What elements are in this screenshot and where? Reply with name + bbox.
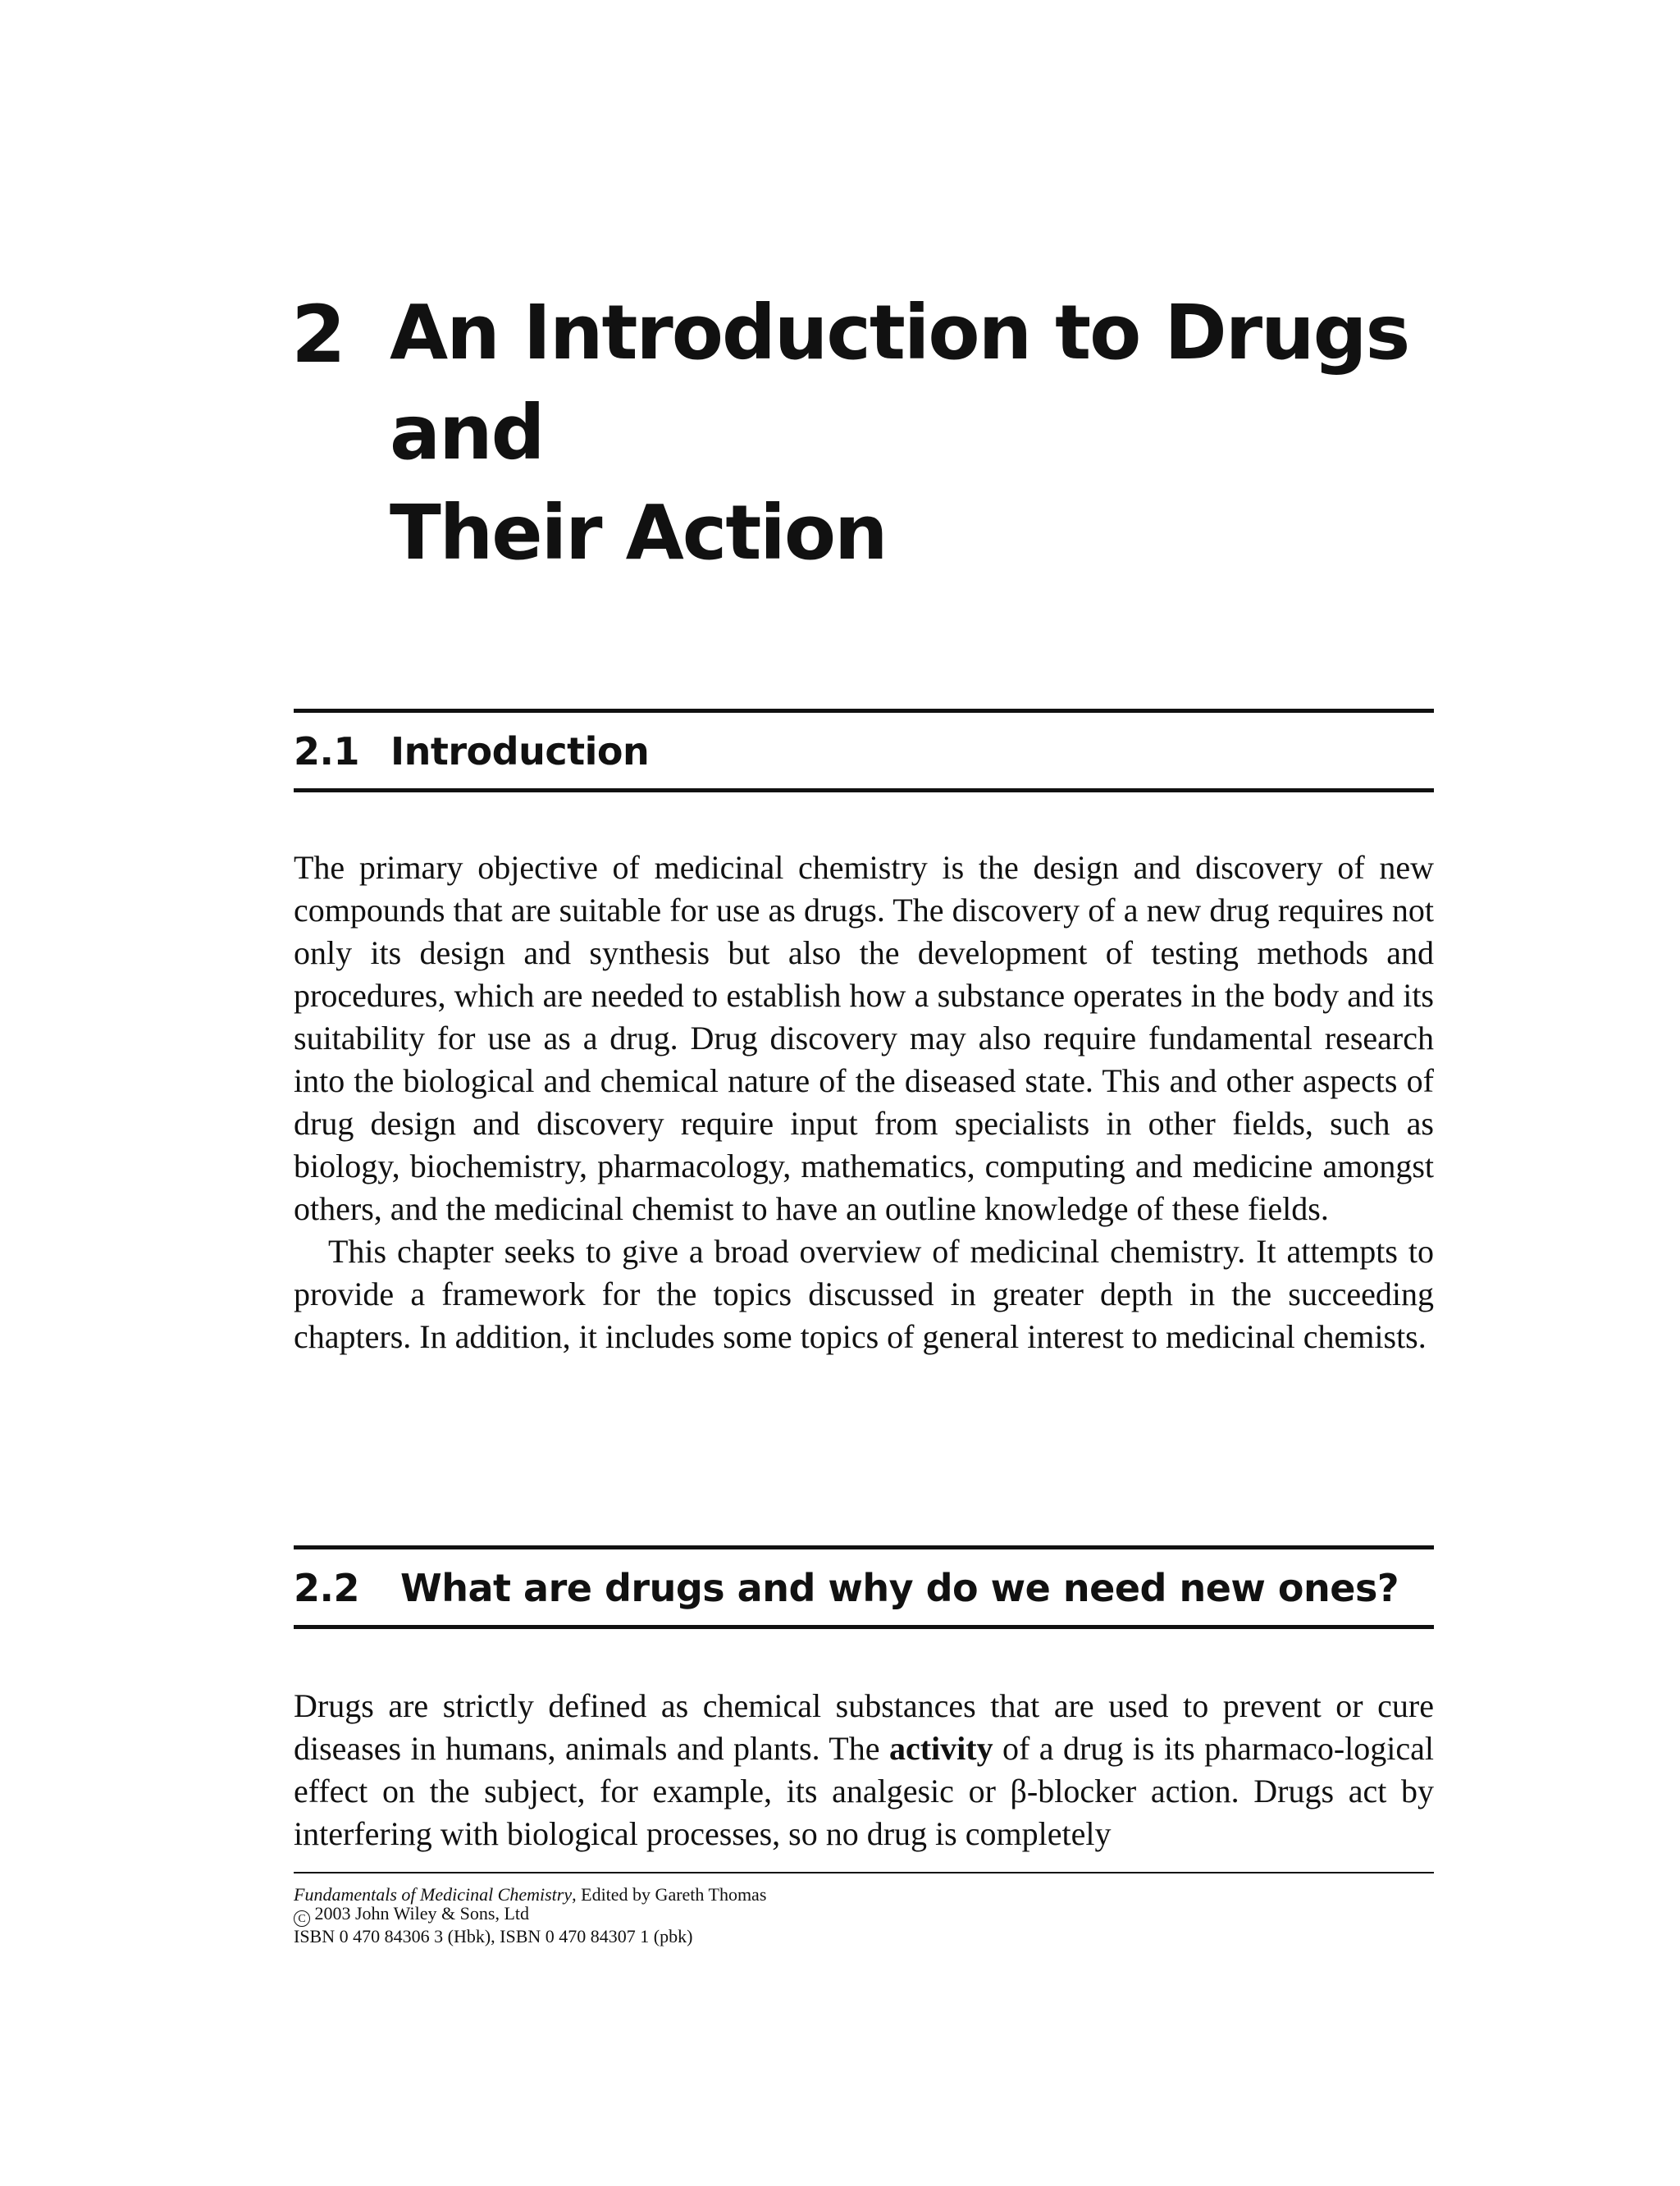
footnote-line-1 [294, 1885, 766, 1904]
section-title: What are drugs and why do we need new ones? [400, 1566, 1399, 1610]
book-title: Fundamentals of Medicinal Chemistry [294, 1884, 573, 1905]
footnote-rule [294, 1872, 1434, 1873]
paragraph: This chapter seeks to give a broad overview of medicinal chemistry. It attempts to provide a framework for the topics discussed in greater depth in the succeeding chapters. In addition, it includes some topics of general interest to medicinal chemists. [294, 1233, 1434, 1355]
section-heading-2-2 [294, 1566, 1399, 1610]
section-2-1-body [294, 847, 1434, 1358]
paragraph-text: of a drug is its pharmaco-logical effect on the subject, for example, its analgesic or β-blocker action. Drugs act by interfering with biological processes, so no drug is completely [294, 1730, 1434, 1852]
footnote-line-3: ISBN 0 470 84306 3 (Hbk), ISBN 0 470 84307 1 (pbk) [294, 1926, 693, 1946]
section-bottom-rule [294, 788, 1434, 792]
paragraph-text: Drugs are strictly defined as chemical substances that are used to prevent or cure diseases in humans, animals and plants. The [294, 1687, 1434, 1767]
paragraph: The primary objective of medicinal chemistry is the design and discovery of new compounds that are suitable for use as drugs. The discovery of a new drug requires not only its design and synthesis but also the development of testing methods and procedures, which are needed to establish how a substance operates in the body and its suitability for use as a drug. Drug discovery may also require fundamental research into the biological and chemical nature of the diseased state. This and other aspects of drug design and discovery require input from specialists in other fields, such as biology, biochemistry, pharmacology, mathematics, computing and medicine amongst others, and the medicinal chemist to have an outline knowledge of these fields. [294, 849, 1434, 1227]
copyright-text: 2003 John Wiley & Sons, Ltd [310, 1903, 529, 1924]
editor-credit: , Edited by Gareth Thomas [572, 1884, 767, 1905]
section-heading-2-1 [294, 729, 650, 774]
footnote [294, 1885, 766, 1946]
copyright-icon: C [294, 1910, 310, 1927]
chapter-number: 2 [291, 289, 345, 381]
chapter-title-line-1: An Introduction to Drugs and [390, 289, 1409, 477]
section-number: 2.1 [294, 729, 359, 774]
footnote-line-2 [294, 1904, 766, 1927]
section-2-2-body [294, 1685, 1434, 1855]
chapter-title [390, 283, 1456, 583]
key-term: activity [888, 1730, 993, 1767]
section-top-rule [294, 709, 1434, 713]
chapter-title-line-2: Their Action [390, 489, 887, 577]
section-bottom-rule [294, 1625, 1434, 1629]
section-title: Introduction [390, 729, 650, 774]
section-number: 2.2 [294, 1566, 359, 1610]
paragraph [294, 1685, 1434, 1855]
section-top-rule [294, 1545, 1434, 1549]
